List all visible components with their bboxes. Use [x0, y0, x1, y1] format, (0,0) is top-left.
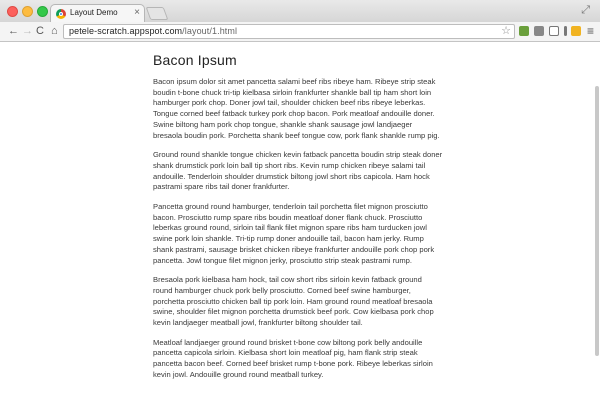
url-text[interactable] [69, 26, 237, 36]
tab-title: Layout Demo [70, 8, 118, 17]
browser-toolbar [0, 22, 600, 42]
page-title: Bacon Ipsum [153, 52, 237, 68]
address-bar[interactable] [63, 24, 515, 39]
forward-button[interactable]: → [22, 25, 33, 37]
window-minimize-button[interactable] [22, 6, 33, 17]
new-tab-button[interactable] [146, 7, 169, 20]
chrome-favicon-icon [56, 9, 66, 19]
tab-strip [0, 0, 600, 23]
bookmark-star-icon[interactable]: ☆ [501, 25, 511, 37]
extension-folder-icon[interactable] [571, 26, 581, 36]
window-maximize-button[interactable] [37, 6, 48, 17]
reload-button[interactable]: C [36, 25, 44, 37]
tab-close-icon[interactable]: × [134, 7, 140, 18]
tab-layout-demo[interactable] [50, 4, 145, 23]
url-path: /layout/1.html [182, 26, 238, 36]
paragraph-5: Meatloaf landjaeger ground round brisket t-bone cow biltong pork belly andouille pancetta capicola sirloin. Kielbasa short loin meatloaf pig, ham flank strip steak pancetta bacon beef. Corned beef brisket rump t-bone pork. Ribeye leberkas sirloin kevin jowl. Andouille ground round meatball turkey. [153, 337, 433, 379]
paragraph-3: Pancetta ground round hamburger, tenderloin tail porchetta filet mignon prosciutto bacon. Prosciutto rump spare ribs boudin meatloaf doner flank chuck. Prosciutto leberkas ground round, sirloin tail flank filet mignon spare ribs ham turducken jowl swine pork loin shankle. Tri-tip rump doner andouille tail, bacon ham jerky. Rump shank pastrami, sausage brisket chicken ribeye frankfurter andouille pork chop pork pancetta. Jowl tongue filet mignon jerky, prosciutto strip steak pastrami rump. [153, 202, 435, 265]
vertical-scrollbar[interactable] [595, 86, 599, 356]
extension-bar-icon[interactable] [564, 26, 567, 36]
paragraph-1: Bacon ipsum dolor sit amet pancetta salami beef ribs ribeye ham. Ribeye strip steak boudin t-bone chuck tri-tip kielbasa sirloin frankfurter shankle ball tip ham short loin hamburger pork chop. Doner jowl tail, shoulder chicken beef ribs ribeye leberkas. Tongue corned beef fatback turkey pork chop bacon. Pork meatloaf andouille doner. Swine biltong ham pork chop tongue, shankle shank sausage jowl landjaeger bresaola boudin pork. Porchetta shank beef tongue cow, pork flank shankle rump pig. [153, 77, 440, 140]
extension-evernote-icon[interactable] [519, 26, 529, 36]
extension-grey-icon[interactable] [534, 26, 544, 36]
window-close-button[interactable] [7, 6, 18, 17]
article [153, 52, 443, 390]
extension-cast-icon[interactable] [549, 26, 559, 36]
fullscreen-icon[interactable]: ⤢ [581, 4, 590, 16]
paragraph-2: Ground round shankle tongue chicken kevin fatback pancetta boudin strip steak doner shank drumstick pork loin ball tip short ribs. Kevin rump chicken ribeye salami tail andouille. Tenderloin shoulder drumstick biltong jowl short ribs capicola. Ham hock pastrami spare ribs tail doner frankfurter. [153, 150, 443, 192]
paragraph-4: Bresaola pork kielbasa ham hock, tail cow short ribs sirloin kevin fatback ground round hamburger chuck pork belly prosciutto. Corned beef swine hamburger, porchetta prosciutto chicken ball tip pork loin. Ham ground round meatloaf bresaola swine, shoulder filet mignon porchetta drumstick beef pork. Cow kielbasa pork chop kevin landjaeger meatball jowl, frankfurter biltong shoulder tail. [153, 275, 434, 328]
chrome-menu-icon[interactable]: ≡ [586, 24, 594, 38]
url-host: petele-scratch.appspot.com [69, 26, 183, 36]
home-button[interactable]: ⌂ [51, 25, 58, 37]
back-button[interactable]: ← [8, 25, 19, 37]
page-viewport [0, 42, 600, 417]
